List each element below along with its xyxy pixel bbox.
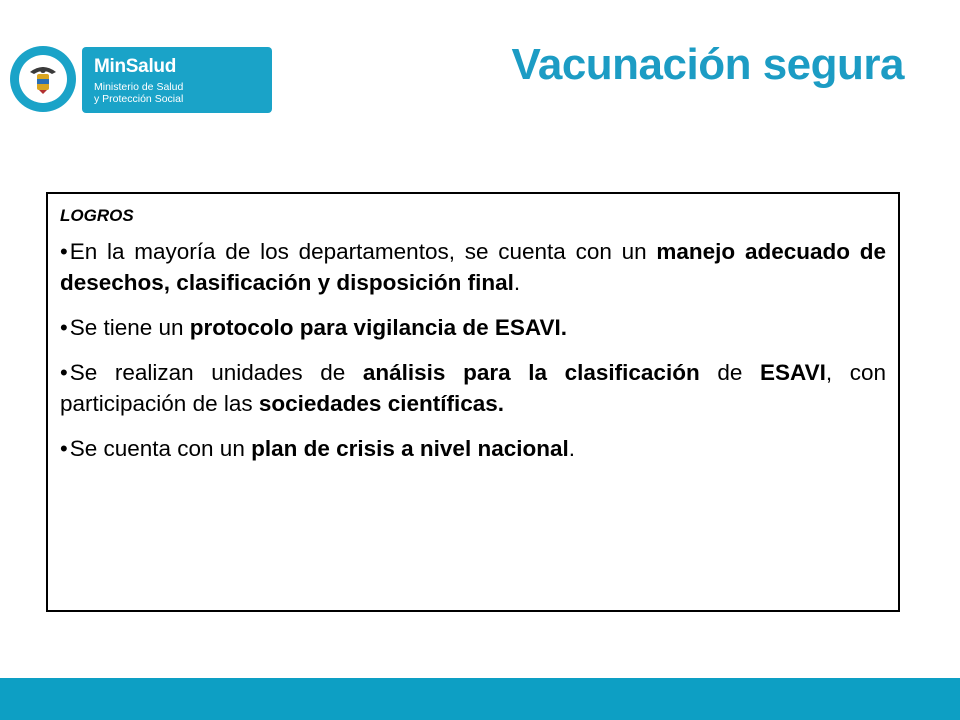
brand-line-1: Ministerio de Salud <box>94 81 184 93</box>
bullet-text-bold: protocolo para vigilancia de ESAVI. <box>189 315 567 340</box>
content-box <box>46 192 900 612</box>
bullet-item <box>60 312 886 343</box>
brand-box <box>82 47 272 113</box>
bullet-text: Se tiene un <box>69 315 190 340</box>
bullet-text-bold: sociedades científicas. <box>258 391 504 416</box>
bullet-text: En la mayoría de los departamentos, se cuenta con un <box>69 239 657 264</box>
minsalud-logo <box>8 44 276 116</box>
bullet-text: . <box>513 270 521 295</box>
section-heading: LOGROS <box>60 206 134 225</box>
bullet-text-bold: plan de crisis a nivel nacional <box>251 436 569 461</box>
bullet-text: Se cuenta con un <box>69 436 252 461</box>
bullet-text: , con participación de las <box>60 360 886 416</box>
brand-line-2: y Protección Social <box>94 93 184 105</box>
colombia-seal-icon <box>10 46 76 112</box>
bullet-text-bold: análisis para la clasificación <box>362 360 700 385</box>
bullet-text-bold: manejo adecuado de desechos, clasificación y disposición final <box>60 239 886 295</box>
bullet-list <box>60 236 886 464</box>
bullet-text: de <box>699 360 760 385</box>
slide-title: Vacunación segura <box>511 40 904 89</box>
brand-name: MinSalud <box>94 56 177 77</box>
bullet-text-bold: ESAVI <box>759 360 826 385</box>
bullet-item <box>60 236 886 298</box>
bullet-dot-icon: • <box>60 360 68 385</box>
bullet-dot-icon: • <box>60 239 68 264</box>
footer-bar <box>0 678 960 720</box>
bullet-item <box>60 357 886 419</box>
bullet-text: Se realizan unidades de <box>69 360 363 385</box>
bullet-dot-icon: • <box>60 436 68 461</box>
bullet-item <box>60 433 886 464</box>
bullet-text: . <box>568 436 575 461</box>
bullet-dot-icon: • <box>60 315 68 340</box>
